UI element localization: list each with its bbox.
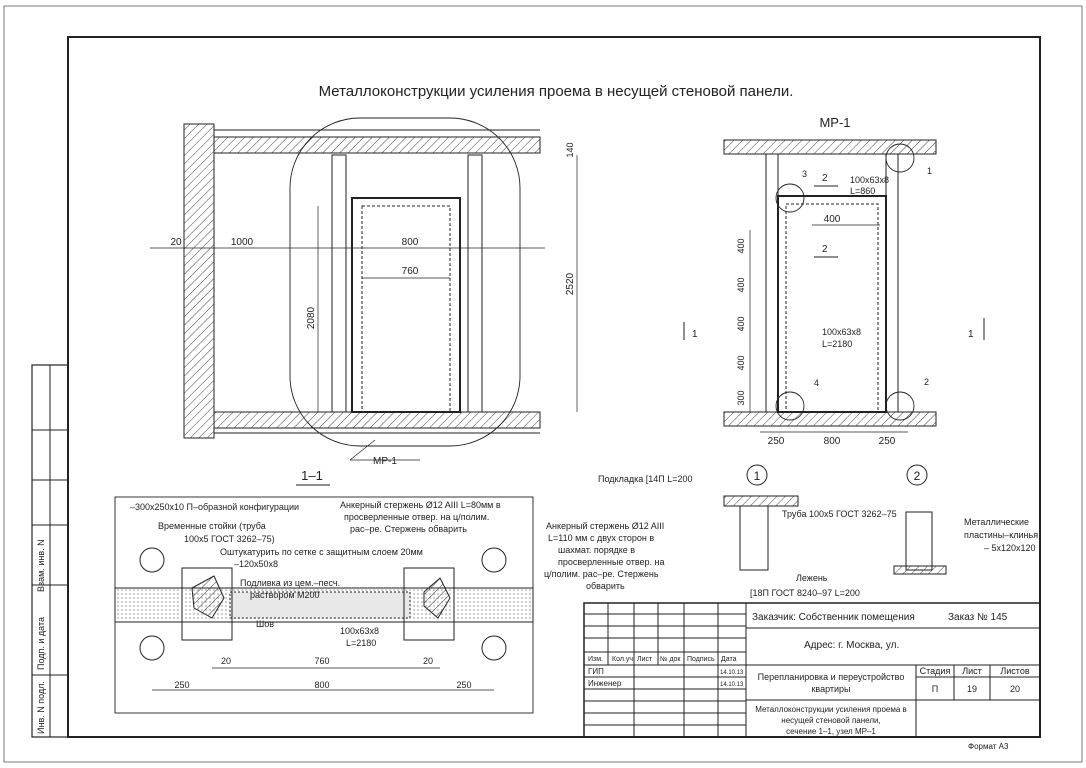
anchor2-line-2: шахмат. порядке в <box>558 545 636 555</box>
cut-right: 1 <box>968 329 974 340</box>
dim-800: 800 <box>401 237 419 248</box>
dim-140: 140 <box>565 142 575 158</box>
callout-mr1: МР-1 <box>373 456 397 467</box>
stamp-project-1: квартиры <box>811 684 851 694</box>
stamp-project-0: Перепланировка и переустройство <box>757 672 905 682</box>
sheet-title: Металлоконструкции усиления проема в несущей стеновой панели. <box>318 83 794 100</box>
podkladka-label: Подкладка [14П L=200 <box>598 474 693 484</box>
stamp-listov-h: Листов <box>1000 666 1030 676</box>
stamp-list: 19 <box>966 684 978 694</box>
section-note-2: 100х5 ГОСТ 3262–75) <box>184 534 275 544</box>
plates-line-0: Металлические <box>964 517 1030 527</box>
section-dim-20b: 20 <box>422 656 434 666</box>
anchor2-line-1: L=110 мм с двух сторон в <box>548 533 655 543</box>
anchor2-line-0: Анкерный стержень Ø12 AIII <box>546 521 665 531</box>
section-angle-2: L=2180 <box>346 638 377 648</box>
dim-1000: 1000 <box>230 237 254 248</box>
section-note-5: Подливка из цем.–песч. <box>240 578 341 588</box>
side-stamp-label-1: Взам. инв. N <box>36 539 46 592</box>
stamp-h-podpis: Подпись <box>687 656 715 663</box>
section-note-4: –120х50х8 <box>234 559 279 569</box>
section-angle: 100х63х8 <box>340 626 380 636</box>
section-note-1: Временные стойки (труба <box>158 521 266 531</box>
marker-1: 1 <box>927 166 933 176</box>
stamp-list-h: Лист <box>962 666 982 676</box>
stamp-sheet-title-2: сечение 1–1, узел МР–1 <box>786 727 876 736</box>
section-note-0: –300х250х10 П–образной конфигурации <box>130 502 300 512</box>
node-label-top2: L=860 <box>850 186 876 196</box>
node-label-mid: 100х63х8 <box>822 327 862 337</box>
stamp-h-data: Дата <box>721 656 737 663</box>
node-dim-400-top: 400 <box>823 214 841 225</box>
anchor2-line-5: обварить <box>586 581 625 591</box>
stamp-sheet-title-1: несущей стеновой панели, <box>781 716 881 725</box>
node-title: МР-1 <box>819 115 851 130</box>
section-note-7: Шов <box>256 619 275 629</box>
stamp-h-doc: № док <box>660 656 681 663</box>
stamp-h-kol: Кол.уч <box>612 656 633 663</box>
stamp-zakaz: Заказ № 145 <box>948 612 1008 623</box>
node-dim-400-1: 400 <box>736 238 746 254</box>
detail-1-label: 1 <box>753 469 761 483</box>
section-arrow-top: 2 <box>822 173 828 184</box>
anchor2-line-4: ц/полим. рас–ре. Стержень <box>544 569 659 579</box>
truba-label: Труба 100х5 ГОСТ 3262–75 <box>782 509 897 519</box>
stamp-date-2: 14.10.13 <box>720 682 744 688</box>
section-dim-250a: 250 <box>174 680 190 690</box>
stamp-h-izm: Изм. <box>588 656 603 663</box>
anchor1-line-2: рас–ре. Стержень обварить <box>350 524 467 534</box>
node-label-mid2: L=2180 <box>822 339 853 349</box>
stamp-sheet-title-0: Металлоконструкции усиления проема в <box>755 705 907 714</box>
plates-line-1: пластины–клинья <box>964 530 1039 540</box>
anchor2-line-3: просверленные отвер. на <box>558 557 665 567</box>
stamp-inzhener: Инженер <box>588 679 622 688</box>
stamp-h-list: Лист <box>637 656 653 663</box>
detail-2-label: 2 <box>913 469 921 483</box>
stamp-listov: 20 <box>1009 684 1021 694</box>
stamp-gip: ГИП <box>588 667 604 676</box>
side-stamp-label-3: Инв. N подл. <box>36 681 46 734</box>
dim-2520: 2520 <box>565 272 576 296</box>
stamp-stadiya-h: Стадия <box>919 666 951 676</box>
section-dim-20a: 20 <box>220 656 232 666</box>
marker-4: 4 <box>814 378 820 388</box>
node-dim-400-3: 400 <box>736 316 746 332</box>
node-label-top: 100х63х8 <box>850 175 890 185</box>
section-title: 1–1 <box>301 468 323 483</box>
side-stamp-label-2: Подп. и дата <box>36 616 46 670</box>
node-dim-400-4: 400 <box>736 355 746 371</box>
anchor1-line-1: просверленные отвер. на ц/полим. <box>344 512 490 522</box>
section-arrow-mid: 2 <box>822 244 828 255</box>
node-dim-250-right: 250 <box>878 436 896 447</box>
stamp-date-1: 14.10.13 <box>720 670 744 676</box>
lezhen2-label: [18П ГОСТ 8240–97 L=200 <box>750 588 860 598</box>
plates-line-2: – 5х120х120 <box>984 543 1036 553</box>
anchor1-line-0: Анкерный стержень Ø12 AIII L=80мм в <box>340 500 501 510</box>
node-dim-400-2: 400 <box>736 277 746 293</box>
stamp-address: Адрес: г. Москва, ул. <box>804 640 900 651</box>
section-dim-250b: 250 <box>456 680 472 690</box>
node-dim-800: 800 <box>823 436 841 447</box>
stamp-format: Формат А3 <box>968 742 1009 751</box>
dim-20: 20 <box>170 237 182 248</box>
node-dim-250-left: 250 <box>767 436 785 447</box>
marker-2: 2 <box>924 377 930 387</box>
dim-760: 760 <box>401 266 419 277</box>
dim-2080: 2080 <box>306 306 317 330</box>
stamp-zakazchik: Заказчик: Собственник помещения <box>752 612 915 623</box>
lezhen-label: Лежень <box>796 573 828 583</box>
node-dim-300: 300 <box>736 390 746 406</box>
section-note-6: раствором М200 <box>250 590 320 600</box>
cut-left: 1 <box>692 329 698 340</box>
stamp-stadiya: П <box>931 684 939 694</box>
section-note-3: Оштукатурить по сетке с защитным слоем 20мм <box>220 547 423 557</box>
section-dim-800: 800 <box>314 680 330 690</box>
section-dim-760: 760 <box>314 656 330 666</box>
marker-3: 3 <box>802 169 808 179</box>
